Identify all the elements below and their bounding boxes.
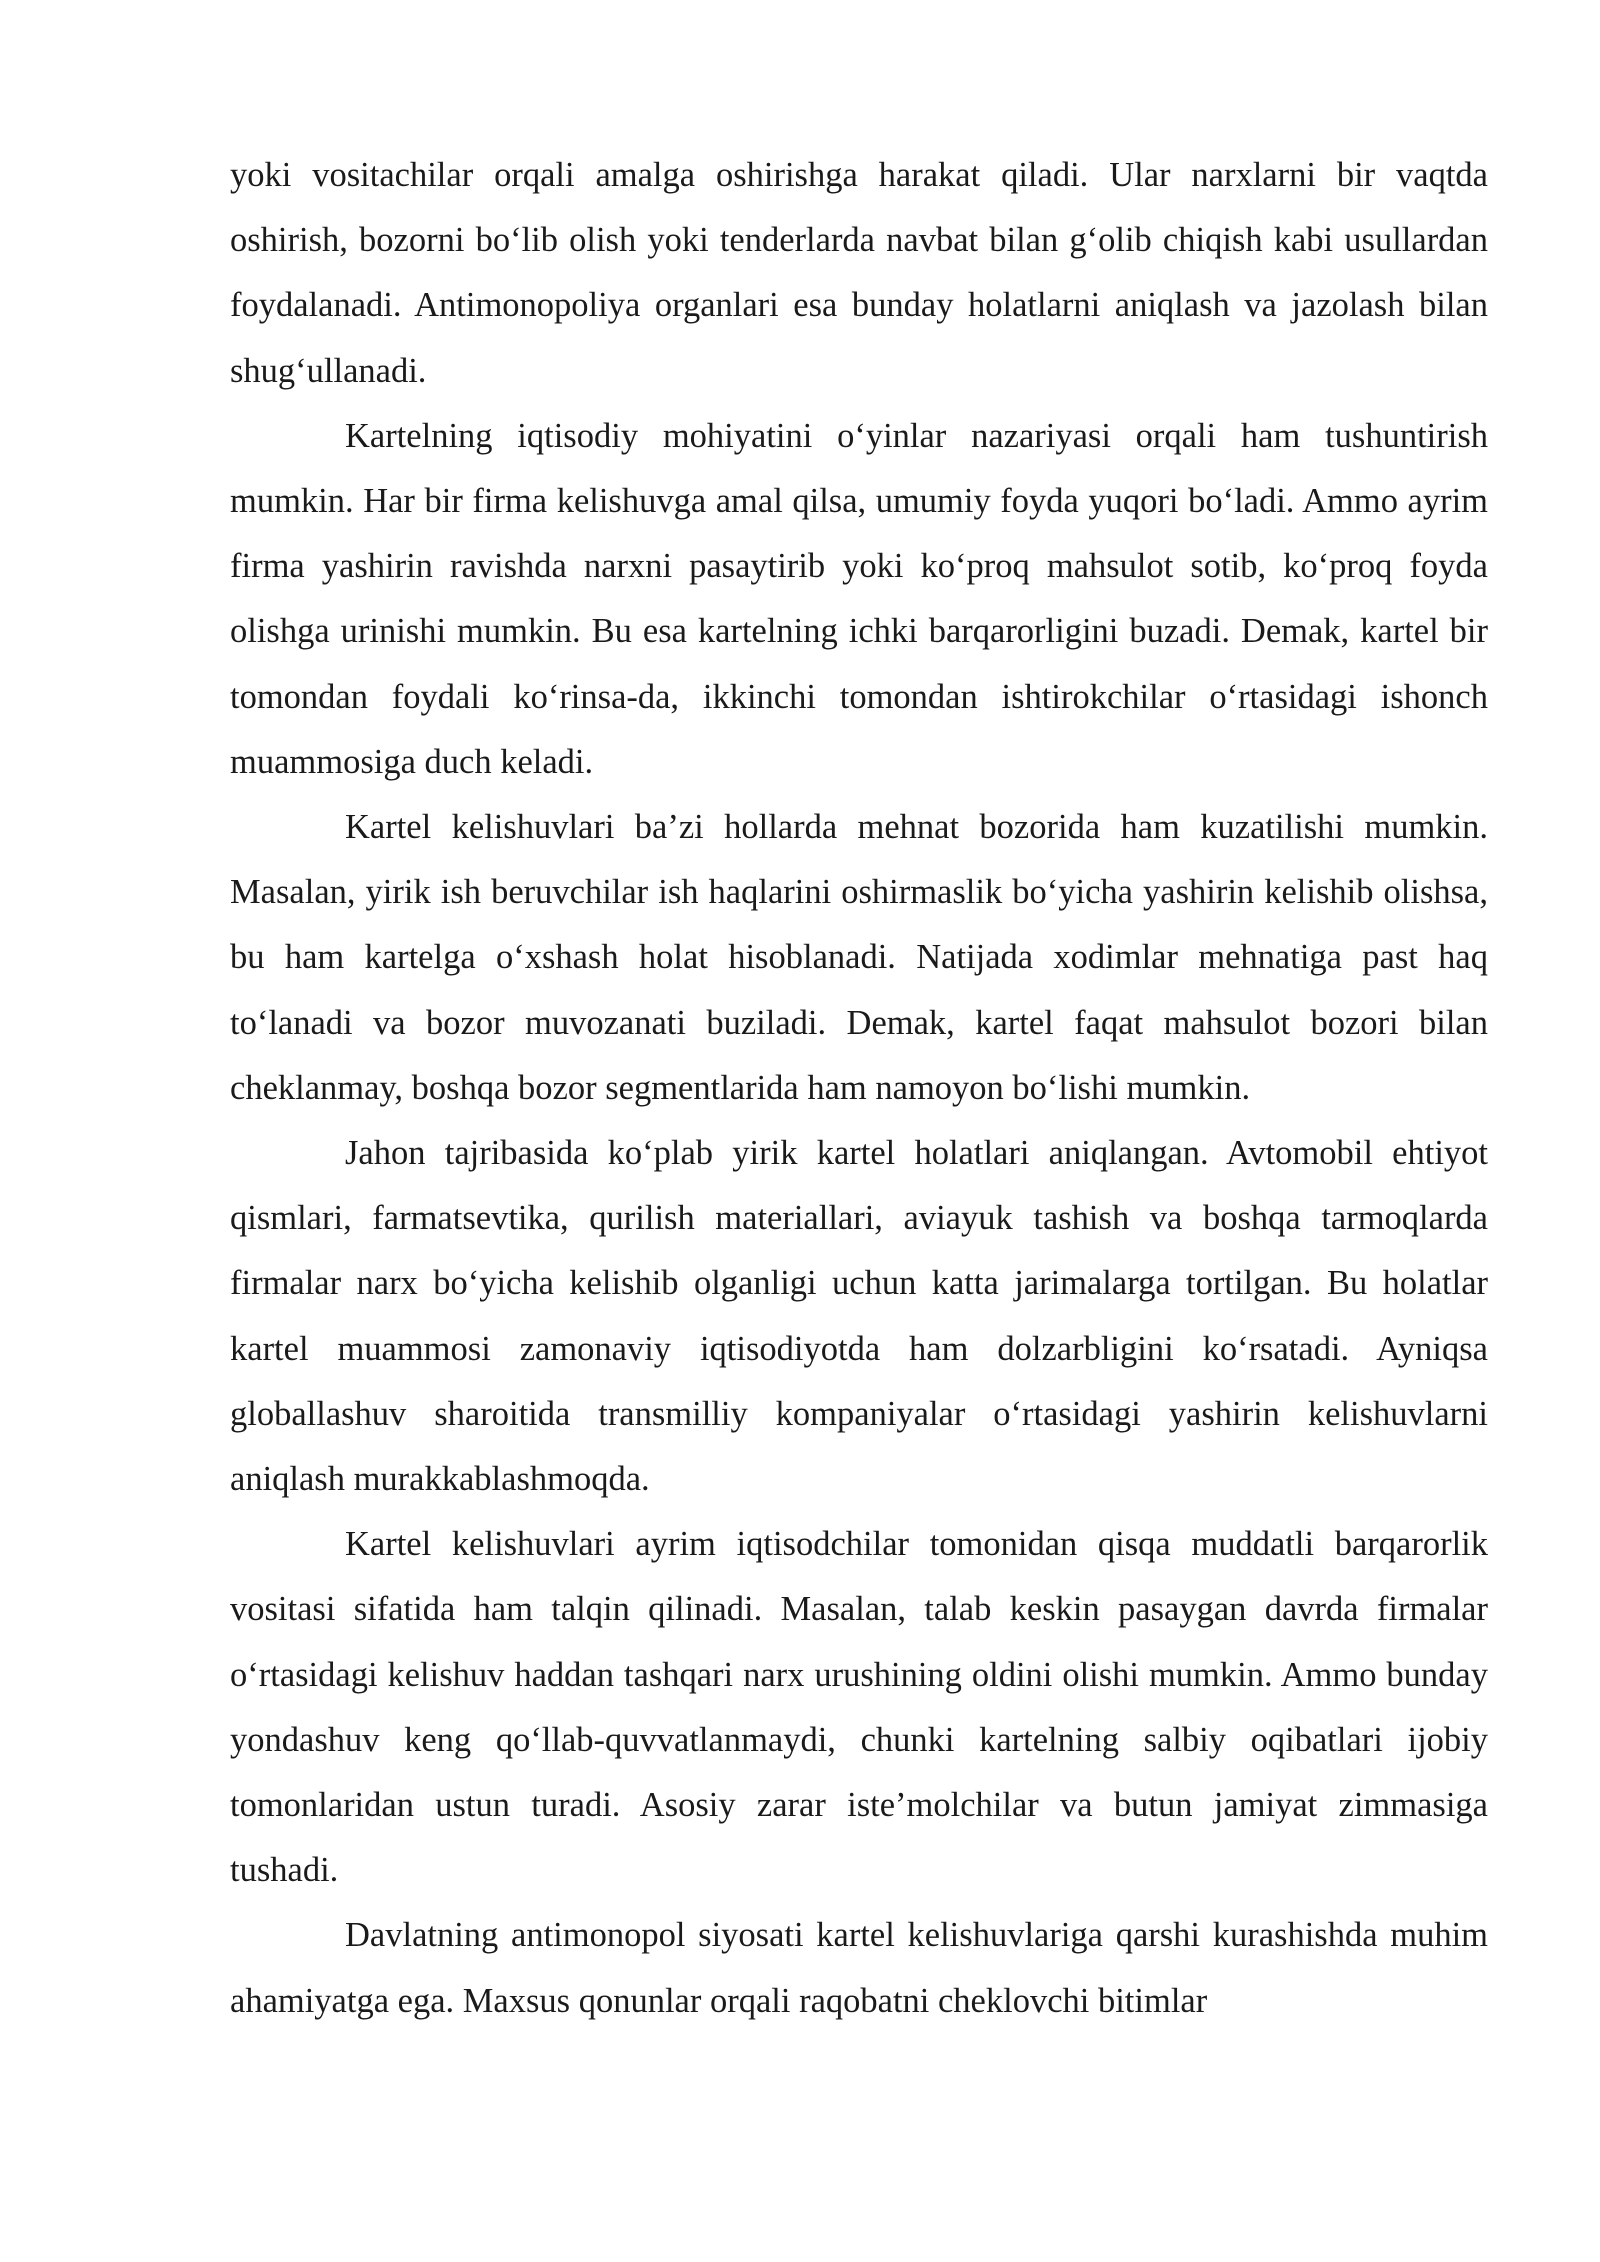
paragraph-3: Kartel kelishuvlari ba’zi hollarda mehnat bozorida ham kuzatilishi mumkin. Masalan, yirik ish beruvchilar ish haqlarini oshirmaslik bo‘yicha yashirin kelishib olishsa, bu ham kartelga o‘xshash holat hisoblanadi. Natijada xodimlar mehnatiga past haq to‘lanadi va bozor muvozanati buziladi. Demak, kartel faqat mahsulot bozori bilan cheklanmay, boshqa bozor segmentlarida ham namoyon bo‘lishi mumkin. bbox=[230, 808, 1488, 1107]
paragraph-6: Davlatning antimonopol siyosati kartel kelishuvlariga qarshi kurashishda muhim ahamiyatga ega. Maxsus qonunlar orqali raqobatni cheklovchi bitimlar bbox=[230, 1916, 1488, 2020]
paragraph-2: Kartelning iqtisodiy mohiyatini o‘yinlar nazariyasi orqali ham tushuntirish mumkin. Har bir firma kelishuvga amal qilsa, umumiy foyda yuqori bo‘ladi. Ammo ayrim firma yashirin ravishda narxni pasaytirib yoki ko‘proq mahsulot sotib, ko‘proq foyda olishga urinishi mumkin. Bu esa kartelning ichki barqarorligini buzadi. Demak, kartel bir tomondan foydali ko‘rinsa-da, ikkinchi tomondan ishtirokchilar o‘rtasidagi ishonch muammosiga duch keladi. bbox=[230, 416, 1488, 781]
paragraph-1: yoki vositachilar orqali amalga oshirishga harakat qiladi. Ular narxlarni bir vaqtda oshirish, bozorni bo‘lib olish yoki tenderlarda navbat bilan g‘olib chiqish kabi usullardan foydalanadi. Antimonopoliya organlari esa bunday holatlarni aniqlash va jazolash bilan shug‘ullanadi. bbox=[230, 156, 1488, 390]
body-text bbox=[230, 143, 1488, 2034]
paragraph-5: Kartel kelishuvlari ayrim iqtisodchilar tomonidan qisqa muddatli barqarorlik vositasi sifatida ham talqin qilinadi. Masalan, talab keskin pasaygan davrda firmalar o‘rtasidagi kelishuv haddan tashqari narx urushining oldini olishi mumkin. Ammo bunday yondashuv keng qo‘llab-quvvatlanmaydi, chunki kartelning salbiy oqibatlari ijobiy tomonlaridan ustun turadi. Asosiy zarar iste’molchilar va butun jamiyat zimmasiga tushadi. bbox=[230, 1525, 1488, 1890]
paragraph-4: Jahon tajribasida ko‘plab yirik kartel holatlari aniqlangan. Avtomobil ehtiyot qismlari, farmatsevtika, qurilish materiallari, aviayuk tashish va boshqa tarmoqlarda firmalar narx bo‘yicha kelishib olganligi uchun katta jarimalarga tortilgan. Bu holatlar kartel muammosi zamonaviy iqtisodiyotda ham dolzarbligini ko‘rsatadi. Ayniqsa globallashuv sharoitida transmilliy kompaniyalar o‘rtasidagi yashirin kelishuvlarni aniqlash murakkablashmoqda. bbox=[230, 1134, 1488, 1499]
